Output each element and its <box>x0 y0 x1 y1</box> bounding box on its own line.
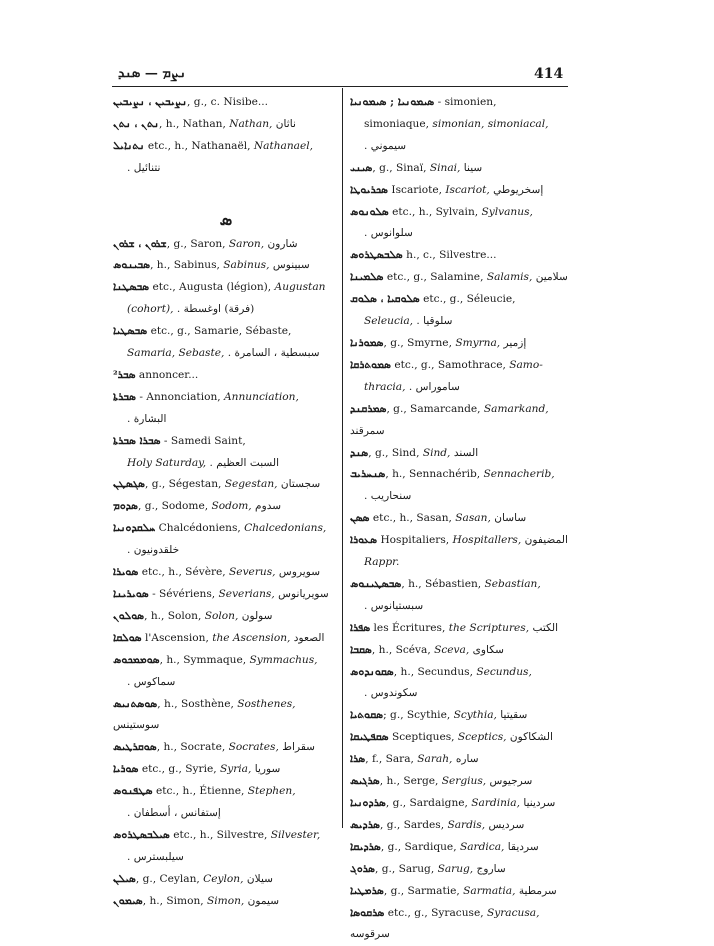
dictionary-entry <box>113 431 339 453</box>
arabic-gloss: سرقوسه <box>350 928 390 941</box>
dictionary-entry <box>113 496 339 518</box>
syriac-headword: ܣܟܪܝܘܛܐ <box>350 183 389 196</box>
syriac-headword: ܣܝܠܒܣܛܪܘܣ <box>113 828 170 841</box>
right-column <box>350 92 576 946</box>
syriac-headword: ܣܛܦܢܘܣ <box>113 785 153 798</box>
entry-gloss: etc., h., Sasan, <box>369 512 456 525</box>
entry-continuation <box>113 299 339 321</box>
dictionary-entry <box>350 837 576 859</box>
english-gloss: Socrates, <box>228 741 279 754</box>
english-gloss: Smyrna, <box>455 336 501 349</box>
english-gloss: Sinai, <box>429 161 461 174</box>
syriac-headword: ܫܪܘܢ ، ܫܪܘܢ <box>113 237 167 250</box>
entry-continuation <box>350 114 576 136</box>
dictionary-entry <box>350 443 576 465</box>
entry-gloss: , h., Scéva, <box>371 643 435 656</box>
arabic-gloss: سرمطية <box>518 884 557 897</box>
english-gloss: Rappr. <box>364 556 400 569</box>
syriac-headword: ܣܘܪܝܐ <box>113 763 139 776</box>
dictionary-entry <box>113 694 339 738</box>
english-gloss: Sergius, <box>441 775 487 788</box>
entry-continuation <box>113 158 339 180</box>
entry-gloss: Iscariote, <box>388 183 446 196</box>
dictionary-entry <box>350 158 576 180</box>
syriac-headword: ܣܒܝܢܘܣ <box>113 259 151 272</box>
syriac-headword: ܣܒܣܛܢܐ <box>113 281 150 294</box>
dictionary-entry <box>113 518 339 540</box>
entry-gloss: , g., Ségestan, <box>144 478 225 491</box>
arabic-gloss: شارون <box>267 237 298 250</box>
entry-gloss: etc., h., Sylvain, <box>388 205 482 218</box>
entry-gloss: , h., Symmaque, <box>159 653 250 666</box>
english-gloss: Severus, <box>229 566 276 579</box>
blank-line <box>113 180 339 202</box>
entry-gloss: Sceptiques, <box>388 731 458 744</box>
arabic-gloss: سلوانوس . <box>364 227 413 240</box>
dictionary-entry <box>113 387 339 409</box>
entry-continuation <box>350 311 576 333</box>
dictionary-entry <box>350 749 576 771</box>
entry-continuation <box>350 136 576 158</box>
arabic-gloss: الصعود <box>293 631 325 644</box>
arabic-gloss: الكتب <box>532 621 559 634</box>
arabic-gloss: ساره <box>455 753 479 766</box>
entry-gloss: , h., Sabinus, <box>150 259 224 272</box>
entry-gloss: , g., Sardaigne, <box>385 797 472 809</box>
dictionary-entry <box>113 321 339 343</box>
dictionary-entry <box>350 640 576 662</box>
syriac-headword: ܣܣܢ <box>350 512 370 525</box>
dictionary-entry <box>350 771 576 793</box>
english-gloss: simonian, simoniacal, <box>432 117 549 130</box>
entry-gloss: , h., Nathan, <box>159 117 230 130</box>
arabic-gloss: سويروس <box>278 566 321 579</box>
column-divider <box>342 88 343 828</box>
english-gloss: Nathanael, <box>253 139 314 152</box>
syriac-headword: ܣܓܣܛܢ <box>113 478 145 491</box>
entry-continuation <box>113 847 339 869</box>
english-gloss: Sardica, <box>459 840 505 853</box>
arabic-gloss: الشكاكون <box>509 731 553 744</box>
dictionary-entry <box>113 92 339 114</box>
arabic-gloss: سيمون <box>247 894 280 907</box>
arabic-gloss: سيلبسترس . <box>127 850 184 863</box>
arabic-gloss: السند <box>453 446 479 459</box>
syriac-headword: ܣܪܡܛܝܐ <box>350 884 384 897</box>
left-column <box>113 92 339 913</box>
arabic-gloss: (فرقة) اوغسطة . <box>176 303 255 316</box>
dictionary-entry <box>350 903 576 946</box>
entry-gloss: , g., c. <box>187 96 224 108</box>
syriac-headword: ܢܨܝܒܝܢ ، ܢܨܝܒܝܢ <box>113 96 188 108</box>
syriac-headword: ܣܡܘܪܢܐ <box>350 336 384 349</box>
arabic-gloss: سرديس <box>488 818 525 831</box>
english-gloss: Sebastian, <box>484 577 541 590</box>
arabic-gloss: سيموني . <box>364 139 407 152</box>
entry-gloss: etc., h., Étienne, <box>152 785 248 798</box>
entry-continuation <box>113 409 339 431</box>
dictionary-entry <box>350 355 576 377</box>
entry-gloss: , h., Solon, <box>144 609 205 622</box>
arabic-gloss: سرديقا <box>507 840 539 853</box>
english-gloss: Augustan <box>274 281 326 294</box>
syriac-headword: ܣܝܡܘܢܝܐ ; ܣܝܡܘܢܝܐ <box>350 96 435 108</box>
entry-gloss: , h., Serge, <box>379 775 442 788</box>
dictionary-entry <box>113 869 339 891</box>
arabic-gloss: السبت العظيم . <box>209 456 280 469</box>
arabic-gloss: سويريانوس <box>278 588 329 601</box>
english-gloss: Segestan, <box>224 478 278 491</box>
dictionary-entry <box>350 705 576 727</box>
english-gloss: Hospitallers, <box>452 534 522 547</box>
english-gloss: Sarmatia, <box>463 884 516 897</box>
arabic-gloss: خلقدونيون . <box>127 544 180 557</box>
dictionary-entry <box>113 365 339 387</box>
dictionary-entry <box>113 277 339 299</box>
syriac-headword: ܣܢܚܪܝܒ <box>350 468 386 481</box>
arabic-gloss: سرجيوس <box>489 775 533 788</box>
entry-continuation <box>350 486 576 508</box>
entry-gloss: , g., Samarcande, <box>386 402 484 415</box>
syriac-headword: ܣܪܕܝܣ <box>350 818 380 831</box>
arabic-gloss: سوستينس <box>113 719 160 732</box>
dictionary-entry <box>113 474 339 496</box>
syriac-headword: ܣܠܡܝܢܐ <box>350 271 384 284</box>
arabic-gloss: سنحاريب . <box>364 490 412 503</box>
english-gloss: Scythia, <box>453 709 497 722</box>
dictionary-entry <box>350 92 576 114</box>
syriac-headword: ܣܡܪܩܢܕ <box>350 402 387 415</box>
entry-continuation <box>350 552 576 574</box>
syriac-headword: ܣܪܘܓ <box>350 862 375 875</box>
arabic-gloss: المضيفون <box>524 534 568 547</box>
entry-gloss: , g., Sodome, <box>137 500 212 513</box>
english-gloss: (cohort), <box>127 303 174 316</box>
arabic-gloss: إسخريوطي <box>493 183 544 196</box>
entry-gloss: - simonien, <box>434 96 497 108</box>
english-gloss: the Scriptures, <box>448 621 530 634</box>
entry-gloss: simoniaque, <box>364 117 433 130</box>
dictionary-entry <box>113 114 339 136</box>
entry-continuation <box>350 377 576 399</box>
syriac-headword: ܣܒܣܛܝܐ <box>113 325 148 338</box>
syriac-headword: ܣܒܣܛܝܢܘܣ <box>350 577 402 590</box>
arabic-gloss: إستفانس ، أسطفان . <box>127 807 221 820</box>
entry-continuation <box>113 453 339 475</box>
dictionary-entry <box>113 136 339 158</box>
entry-gloss: l'Ascension, <box>141 631 213 644</box>
english-gloss: Sodom, <box>211 500 252 513</box>
dictionary-entry <box>113 628 339 650</box>
syriac-headword: ܣܩܘܢܕܘܣ <box>350 665 394 678</box>
entry-gloss: , h., Sosthène, <box>157 697 238 710</box>
syriac-headword: ܣܘܠܩܐ <box>113 631 142 644</box>
arabic-gloss: سلامين <box>535 271 568 284</box>
entry-gloss: , h., Simon, <box>142 894 208 907</box>
arabic-gloss: ساروج <box>476 862 506 875</box>
arabic-gloss: نتنائيل . <box>127 161 161 174</box>
arabic-gloss: سيلان <box>246 872 274 885</box>
syriac-headword: ܣܩܘܬܝܐ <box>350 709 384 722</box>
dictionary-entry <box>113 759 339 781</box>
entry-gloss: - Samedi Saint, <box>160 434 246 447</box>
syriac-headword: ܣܪܐ <box>350 753 366 766</box>
arabic-gloss: البشارة . <box>127 412 167 425</box>
dictionary-entry <box>350 180 576 202</box>
english-gloss: Solon, <box>204 609 239 622</box>
syriac-headword: ܣܠܘܩܝܐ ، ܣܠܘܩ <box>350 293 420 306</box>
english-gloss: Seleucia, <box>364 315 414 328</box>
entry-gloss: les Écritures, <box>370 621 449 634</box>
english-gloss: Saron, <box>228 237 265 250</box>
syriac-headword: ܣܘܝܪܝܢܐ <box>113 588 149 601</box>
entry-continuation <box>113 803 339 825</box>
english-gloss: Annunciation, <box>224 390 299 403</box>
dictionary-entry <box>113 562 339 584</box>
syriac-headword: ܣܪܓܝܣ <box>350 775 380 788</box>
entry-gloss: etc., h., Sévère, <box>138 566 230 579</box>
english-gloss: Samo- <box>509 358 543 371</box>
entry-gloss: , g., Sardes, <box>379 818 448 831</box>
entry-gloss: etc., g., Syrie, <box>138 763 220 776</box>
syriac-headword: ܣܢܕ <box>350 446 369 459</box>
entry-continuation <box>113 672 339 694</box>
syriac-headword: ܣܠܘܢܘܣ <box>350 205 389 218</box>
entry-gloss: , g., Sinaï, <box>372 161 430 174</box>
entry-extra: Nisibe... <box>223 96 268 108</box>
english-gloss: Sylvanus, <box>481 205 533 218</box>
running-header: ܢܨܡ — ܣܢܕ <box>118 66 186 81</box>
syriac-headword: ܣܒܪ² <box>113 368 136 381</box>
entry-gloss: , g., Sardique, <box>380 840 460 853</box>
arabic-gloss: ساسان <box>494 512 527 525</box>
entry-gloss: etc., h., Silvestre, <box>169 828 271 841</box>
syriac-headword: ܣܦܪܐ <box>350 621 371 634</box>
syriac-headword: ܣܡܘܬܪܩܐ <box>350 358 391 371</box>
english-gloss: Sind, <box>422 446 451 459</box>
entry-gloss: - Sévériens, <box>148 588 219 601</box>
syriac-headword: ܣܝܢܝ <box>350 161 373 174</box>
syriac-headword: ܣܘܩܪܛܝܣ <box>113 741 157 754</box>
entry-gloss: ; g., Scythie, <box>383 709 454 722</box>
entry-gloss: , f., Sara, <box>365 753 418 766</box>
arabic-gloss: سبينوس <box>272 259 310 272</box>
english-gloss: Salamis, <box>486 271 533 284</box>
english-gloss: Sosthenes, <box>237 697 296 710</box>
dictionary-entry <box>113 234 339 256</box>
english-gloss: Sarug, <box>437 862 474 875</box>
dictionary-entry <box>350 881 576 903</box>
dictionary-entry <box>113 255 339 277</box>
syriac-headword: ܣܪܩܘܣܐ <box>350 906 385 919</box>
entry-gloss: , h., Secundus, <box>393 665 477 678</box>
english-gloss: Silvester, <box>270 828 321 841</box>
english-gloss: Sardinia, <box>471 797 520 809</box>
english-gloss: Sarah, <box>417 753 453 766</box>
arabic-gloss: سبسطية ، السامرة . <box>227 347 320 360</box>
dictionary-entry <box>113 650 339 672</box>
syriac-headword: ܚܠܩܕܘܢܝܐ <box>113 522 156 535</box>
entry-continuation <box>350 596 576 618</box>
arabic-gloss: سولون <box>241 609 273 622</box>
entry-gloss: , h., Sennachérib, <box>385 468 484 481</box>
entry-gloss: , g., Sarug, <box>374 862 438 875</box>
dictionary-entry <box>350 530 576 552</box>
dictionary-entry <box>113 891 339 913</box>
dictionary-entry <box>350 202 576 224</box>
dictionary-entry <box>350 574 576 596</box>
syriac-headword: ܢܬܢܐܝܠ <box>113 139 145 152</box>
english-gloss: Chalcedonians, <box>244 522 327 535</box>
entry-continuation <box>350 683 576 705</box>
english-gloss: Sardis, <box>447 818 486 831</box>
arabic-gloss: سكاوى <box>472 643 504 656</box>
syriac-headword: ܣܩܦܛܝܩܐ <box>350 731 389 744</box>
entry-gloss: etc., h., Nathanaël, <box>144 139 254 152</box>
dictionary-entry <box>350 399 576 443</box>
dictionary-entry <box>113 584 339 606</box>
dictionary-entry <box>350 245 576 267</box>
english-gloss: Sceptics, <box>457 731 507 744</box>
arabic-gloss: ساموراس . <box>408 380 460 393</box>
dictionary-entry <box>350 815 576 837</box>
english-gloss: Holy Saturday, <box>127 456 207 469</box>
arabic-gloss: سماكوس . <box>127 675 176 688</box>
entry-gloss: etc., g., Séleucie, <box>419 293 516 306</box>
english-gloss: Nathan, <box>229 117 273 130</box>
syriac-headword: ܣܝܡܘܢ <box>113 894 143 907</box>
english-gloss: Simon, <box>207 894 245 907</box>
arabic-gloss: سردينيا <box>523 797 556 809</box>
entry-gloss: , h., Socrate, <box>156 741 229 754</box>
english-gloss: Iscariot, <box>445 183 490 196</box>
arabic-gloss: سلوقيا . <box>416 315 453 328</box>
entry-gloss: h., c., Silvestre... <box>402 249 497 262</box>
arabic-gloss: سجستان <box>280 478 321 491</box>
entry-gloss: , g., Ceylan, <box>135 872 204 885</box>
dictionary-entry <box>350 464 576 486</box>
syriac-headword: ܣܝܠܢ <box>113 872 136 885</box>
dictionary-entry <box>350 859 576 881</box>
dictionary-entry <box>113 825 339 847</box>
section-letter: ܣ <box>219 209 233 229</box>
syriac-headword: ܣܠܒܣܛܪܘܣ <box>350 249 403 262</box>
dictionary-entry <box>350 793 576 815</box>
dictionary-entry <box>350 662 576 684</box>
entry-gloss: etc., g., Salamine, <box>383 271 487 284</box>
entry-gloss: - Annonciation, <box>135 390 225 403</box>
syriac-headword: ܣܒܪܐ ܣܒܪܬܐ <box>113 434 161 447</box>
entry-gloss: , g., Sarmatie, <box>383 884 464 897</box>
syriac-headword: ܣܩܒܐ <box>350 643 372 656</box>
dictionary-entry <box>113 606 339 628</box>
dictionary-entry <box>350 267 576 289</box>
english-gloss: Symmachus, <box>249 653 318 666</box>
entry-gloss: , g., Sind, <box>368 446 423 459</box>
syriac-headword: ܣܘܡܡܟܘܣ <box>113 653 160 666</box>
arabic-gloss: سمرقند <box>350 424 385 437</box>
dictionary-entry <box>113 737 339 759</box>
english-gloss: Samarkand, <box>483 402 549 415</box>
arabic-gloss: سوريا <box>254 763 281 776</box>
syriac-headword: ܣܘܠܘܢ <box>113 609 145 622</box>
arabic-gloss: سدوم <box>255 500 282 513</box>
english-gloss: Syracusa, <box>486 906 540 919</box>
english-gloss: Severians, <box>218 588 275 601</box>
entry-gloss: , g., Smyrne, <box>383 336 456 349</box>
entry-gloss: etc., g., Syracuse, <box>384 906 487 919</box>
syriac-headword: ܣܪܕܝܩܐ <box>350 840 381 853</box>
page-number: 414 <box>534 66 564 82</box>
entry-continuation <box>350 223 576 245</box>
syriac-headword: ܣܘܝܪܐ <box>113 566 139 579</box>
english-gloss: Ceylon, <box>203 872 244 885</box>
arabic-gloss: سقيتيا <box>500 709 528 722</box>
syriac-headword: ܢܬܢ ، ܢܬܢ <box>113 117 160 130</box>
header-rule <box>112 86 568 87</box>
dictionary-entry <box>350 289 576 311</box>
arabic-gloss: ناثان <box>275 117 296 130</box>
syriac-headword: ܣܘܣܬܢܝܣ <box>113 697 158 710</box>
arabic-gloss: سقراط <box>282 741 316 754</box>
english-gloss: Secundus, <box>476 665 532 678</box>
english-gloss: Stephen, <box>247 785 296 798</box>
dictionary-entry <box>350 333 576 355</box>
dictionary-entry <box>350 618 576 640</box>
entry-gloss: Chalcédoniens, <box>155 522 245 535</box>
dictionary-entry <box>350 727 576 749</box>
syriac-headword: ܣܒܪܬܐ <box>113 390 136 403</box>
english-gloss: Sceva, <box>434 643 470 656</box>
entry-gloss: etc., Augusta (légion), <box>149 281 275 294</box>
arabic-gloss: إزمير <box>503 336 527 349</box>
arabic-gloss: سبستيانوس . <box>364 599 424 612</box>
syriac-headword: ܣܕܘܡ <box>113 500 138 513</box>
entry-gloss: , g., Saron, <box>166 237 229 250</box>
english-gloss: Sabinus, <box>223 259 270 272</box>
entry-gloss: , h., Sébastien, <box>401 577 485 590</box>
entry-gloss: annoncer... <box>135 368 199 381</box>
arabic-gloss: سكوندوس . <box>364 687 418 700</box>
english-gloss: Syria, <box>219 763 252 776</box>
dictionary-entry <box>113 781 339 803</box>
dictionary-entry <box>350 508 576 530</box>
entry-continuation <box>113 343 339 365</box>
english-gloss: Samaria, Sebaste, <box>127 347 225 360</box>
entry-gloss: etc., g., Samarie, Sébaste, <box>147 325 292 338</box>
english-gloss: Sennacherib, <box>483 468 555 481</box>
syriac-headword: ܣܪܕܘܢܝܐ <box>350 797 386 809</box>
entry-gloss: etc., g., Samothrace, <box>391 358 510 371</box>
entry-continuation <box>113 540 339 562</box>
english-gloss: the Ascension, <box>212 631 291 644</box>
syriac-headword: ܣܥܘܪܐ <box>350 534 378 547</box>
english-gloss: thracia, <box>364 380 406 393</box>
english-gloss: Sasan, <box>455 512 491 525</box>
arabic-gloss: سينا <box>463 161 483 174</box>
entry-gloss: Hospitaliers, <box>377 534 453 547</box>
